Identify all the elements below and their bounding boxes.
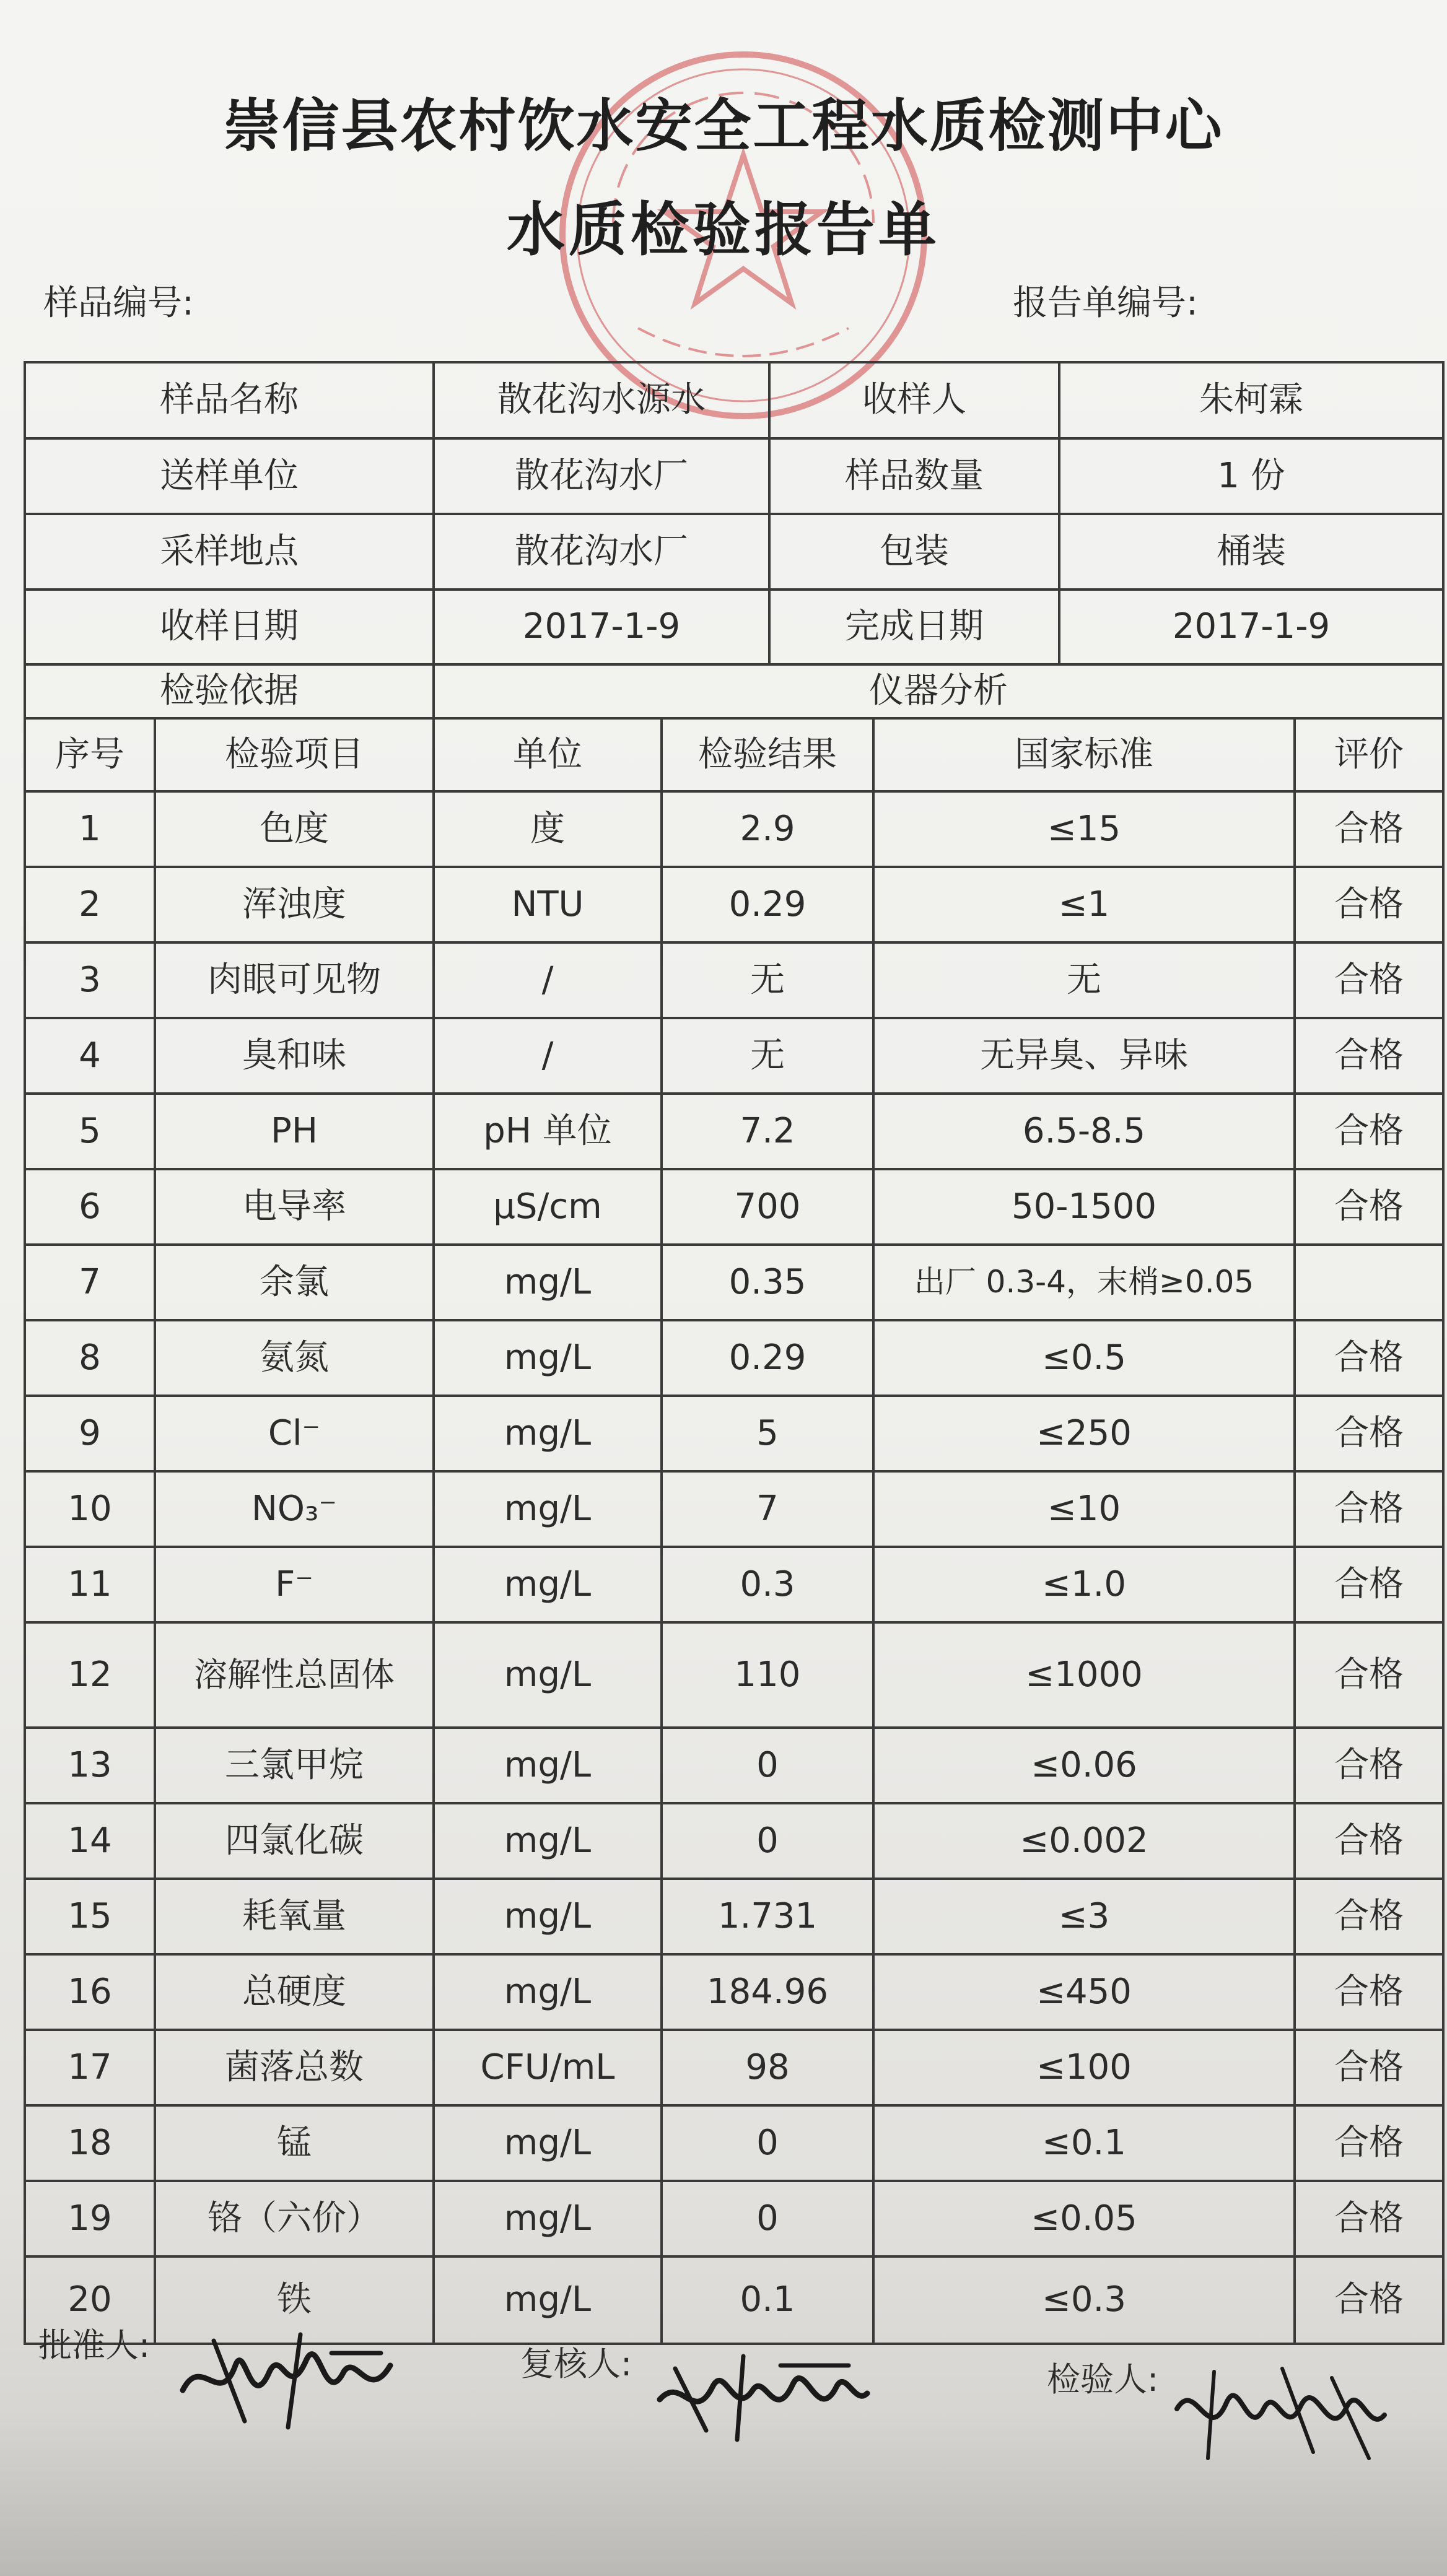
result-standard-cell: ≤0.05 [1031,2198,1137,2239]
result-no-cell: 3 [79,959,101,1000]
result-item-cell: 余氯 [260,1261,329,1302]
result-unit-cell: mg/L [504,2122,592,2163]
result-result-cell: 2.9 [740,808,795,849]
result-standard-cell: ≤3 [1058,1895,1110,1936]
result-item-cell: 菌落总数 [225,2047,364,2087]
result-eval-cell: 合格 [1334,1654,1404,1695]
result-result-cell: 700 [734,1186,801,1227]
location-value: 散花沟水厂 [515,531,688,572]
result-item-cell: 锰 [277,2122,312,2163]
approver-signature [177,2316,400,2440]
result-standard-cell: 6.5-8.5 [1022,1110,1146,1151]
receive-date-value: 2017-1-9 [522,606,681,647]
receiver-value: 朱柯霖 [1199,380,1303,420]
result-eval-cell: 合格 [1334,1488,1404,1529]
result-eval-cell: 合格 [1334,1564,1404,1604]
receive-date-label: 收样日期 [160,606,299,647]
report-title: 崇信县农村饮水安全工程水质检测中心 [223,93,1224,159]
result-item-cell: NO₃⁻ [251,1488,337,1529]
result-standard-cell: ≤100 [1036,2047,1132,2087]
result-unit-cell: mg/L [504,1564,592,1604]
result-item-cell: 总硬度 [242,1971,346,2012]
result-no-cell: 2 [79,884,101,925]
result-eval-cell: 合格 [1334,1337,1404,1378]
basis-value: 仪器分析 [869,671,1008,711]
result-result-cell: 0 [756,1744,779,1785]
report-number-label: 报告单编号: [1013,283,1198,323]
approver-label: 批准人: [38,2326,151,2365]
result-unit-cell: mg/L [504,1971,592,2012]
result-standard-cell: ≤450 [1036,1971,1132,2012]
result-no-cell: 13 [68,1744,112,1785]
result-no-cell: 19 [68,2198,112,2239]
col-header-eval: 评价 [1334,734,1404,775]
result-no-cell: 9 [79,1412,101,1453]
result-standard-cell: 无异臭、异味 [980,1035,1188,1076]
complete-date-label: 完成日期 [845,606,984,647]
result-result-cell: 0 [756,2198,779,2239]
col-header-item: 检验项目 [225,734,364,775]
result-item-cell: 肉眼可见物 [208,959,381,1000]
result-item-cell: 三氯甲烷 [225,1744,364,1785]
result-item-cell: 氨氮 [260,1337,329,1378]
sender-label: 送样单位 [160,455,299,496]
result-item-cell: 电导率 [242,1186,346,1227]
result-eval-cell: 合格 [1334,959,1404,1000]
basis-label: 检验依据 [160,671,299,711]
inspector-label: 检验人: [1047,2360,1159,2399]
packaging-label: 包装 [880,531,949,572]
result-standard-cell: ≤0.5 [1042,1337,1126,1378]
result-item-cell: 色度 [260,808,329,849]
result-result-cell: 0 [756,2122,779,2163]
result-standard-cell: ≤0.3 [1042,2279,1126,2320]
result-eval-cell: 合格 [1334,1412,1404,1453]
result-no-cell: 14 [68,1820,112,1861]
result-eval-cell: 合格 [1334,1186,1404,1227]
result-result-cell: 184.96 [707,1971,828,2012]
result-unit-cell: μS/cm [493,1186,602,1227]
result-unit-cell: mg/L [504,1895,592,1936]
result-standard-cell: 50-1500 [1012,1186,1156,1227]
result-eval-cell: 合格 [1334,2198,1404,2239]
reviewer-label: 复核人: [520,2344,632,2383]
result-item-cell: 耗氧量 [242,1895,346,1936]
result-item-cell: PH [271,1110,318,1151]
result-standard-cell: ≤250 [1036,1412,1132,1453]
result-standard-cell: ≤1000 [1025,1654,1143,1695]
result-result-cell: 7 [756,1488,779,1529]
complete-date-value: 2017-1-9 [1172,606,1331,647]
result-unit-cell: mg/L [504,2198,592,2239]
result-standard-cell: ≤1 [1058,884,1110,925]
result-no-cell: 11 [68,1564,112,1604]
result-eval-cell: 合格 [1334,1744,1404,1785]
result-item-cell: 溶解性总固体 [194,1655,395,1694]
result-result-cell: 0.29 [728,1337,807,1378]
result-unit-cell: mg/L [504,1488,592,1529]
result-unit-cell: mg/L [504,1337,592,1378]
result-no-cell: 12 [68,1654,112,1695]
result-unit-cell: NTU [511,884,584,925]
result-result-cell: 0.29 [728,884,807,925]
result-standard-cell: ≤10 [1047,1488,1121,1529]
result-standard-cell: 无 [1067,959,1101,1000]
col-header-unit: 单位 [513,734,582,775]
result-eval-cell: 合格 [1334,1035,1404,1076]
result-standard-cell: ≤1.0 [1042,1564,1126,1604]
result-item-cell: F⁻ [275,1564,313,1604]
result-no-cell: 4 [79,1035,101,1076]
result-eval-cell: 合格 [1334,1110,1404,1151]
result-standard-cell: 出厂 0.3-4，末梢≥0.05 [914,1264,1254,1300]
result-item-cell: 铬（六价） [208,2198,381,2239]
col-header-no: 序号 [55,734,125,775]
result-no-cell: 15 [68,1895,112,1936]
result-item-cell: Cl⁻ [268,1412,321,1453]
result-no-cell: 16 [68,1971,112,2012]
result-result-cell: 5 [756,1412,779,1453]
result-item-cell: 四氯化碳 [225,1820,364,1861]
quantity-value: 1 份 [1217,455,1285,496]
result-no-cell: 7 [79,1261,101,1302]
result-eval-cell: 合格 [1334,1895,1404,1936]
result-standard-cell: ≤0.1 [1042,2122,1126,2163]
result-standard-cell: ≤0.002 [1020,1820,1148,1861]
result-eval-cell: 合格 [1334,2122,1404,2163]
result-result-cell: 7.2 [740,1110,795,1151]
result-eval-cell [1295,1245,1443,1320]
result-unit-cell: pH 单位 [483,1110,612,1151]
packaging-value: 桶装 [1217,531,1286,572]
result-unit-cell: mg/L [504,1654,592,1695]
result-eval-cell: 合格 [1334,2279,1404,2320]
result-result-cell: 110 [734,1654,801,1695]
result-no-cell: 8 [79,1337,101,1378]
result-no-cell: 20 [68,2279,112,2320]
quantity-label: 样品数量 [845,455,984,496]
result-result-cell: 无 [750,1035,785,1076]
result-unit-cell: mg/L [504,1744,592,1785]
result-standard-cell: ≤0.06 [1031,1744,1137,1785]
result-unit-cell: mg/L [504,1261,592,1302]
result-result-cell: 0 [756,1820,779,1861]
result-item-cell: 浑浊度 [242,884,346,925]
result-no-cell: 5 [79,1110,101,1151]
result-eval-cell: 合格 [1334,1971,1404,2012]
result-unit-cell: 度 [530,808,565,849]
result-unit-cell: CFU/mL [480,2047,615,2087]
result-unit-cell: mg/L [504,1412,592,1453]
result-standard-cell: ≤15 [1047,808,1121,849]
result-result-cell: 0.3 [740,1564,795,1604]
result-eval-cell: 合格 [1334,1820,1404,1861]
col-header-standard: 国家标准 [1015,734,1153,775]
result-unit-cell: / [541,959,554,1000]
reviewer-signature [650,2331,873,2455]
sample-number-label: 样品编号: [43,283,194,323]
receiver-label: 收样人 [862,380,966,420]
result-unit-cell: mg/L [504,1820,592,1861]
result-no-cell: 6 [79,1186,101,1227]
report-subtitle: 水质检验报告单 [506,196,940,264]
result-result-cell: 0.35 [728,1261,807,1302]
result-no-cell: 1 [79,808,101,849]
result-unit-cell: / [541,1035,554,1076]
result-item-cell: 臭和味 [242,1035,346,1076]
result-item-cell: 铁 [277,2279,312,2320]
result-result-cell: 1.731 [717,1895,818,1936]
sample-name-label: 样品名称 [160,380,299,420]
result-no-cell: 17 [68,2047,112,2087]
result-eval-cell: 合格 [1334,884,1404,925]
result-no-cell: 18 [68,2122,112,2163]
result-result-cell: 无 [750,959,785,1000]
sender-value: 散花沟水厂 [515,455,688,496]
result-eval-cell: 合格 [1334,808,1404,849]
result-unit-cell: mg/L [504,2279,592,2320]
result-no-cell: 10 [68,1488,112,1529]
result-result-cell: 98 [745,2047,790,2087]
location-label: 采样地点 [160,531,299,572]
inspector-signature [1171,2347,1394,2471]
sample-name-value: 散花沟水源水 [497,380,706,420]
col-header-result: 检验结果 [698,734,837,775]
result-result-cell: 0.1 [740,2279,795,2320]
result-eval-cell: 合格 [1334,2047,1404,2087]
